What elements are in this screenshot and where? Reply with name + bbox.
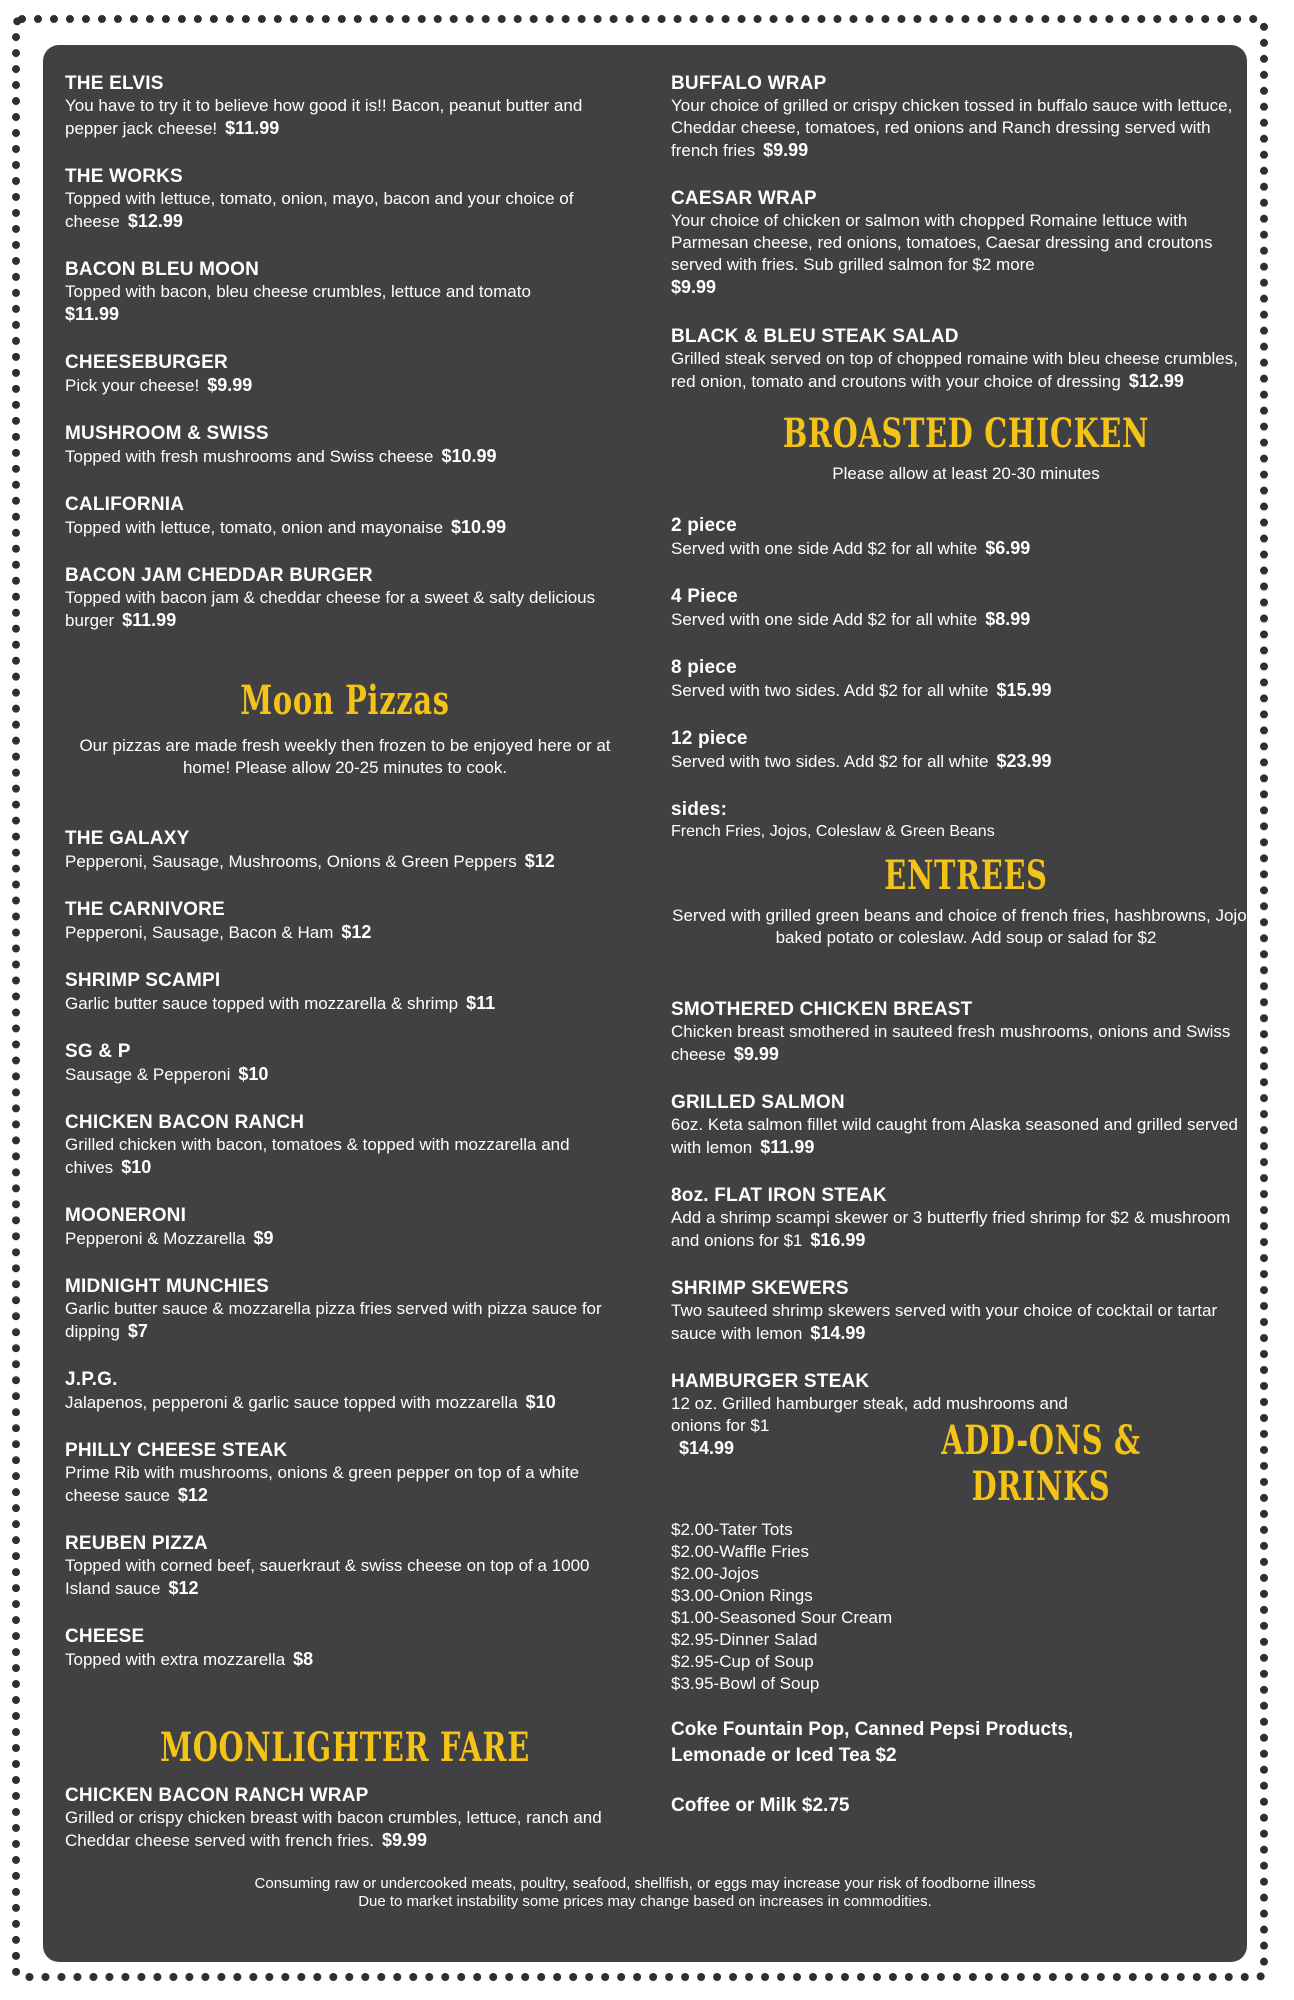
addon-item: $1.00-Seasoned Sour Cream	[671, 1608, 893, 1627]
footer-notice: Due to market instability some prices may change based on increases in commodities.	[358, 1893, 932, 1910]
menu-item-bacon-jam-cheddar-burger: BACON JAM CHEDDAR BURGER Topped with bacon jam & cheddar cheese for a sweet & salty delicious burger $11.99	[65, 565, 596, 630]
addon-item: $2.00-Tater Tots	[671, 1520, 793, 1539]
menu-item-sg-p: SG & P Sausage & Pepperoni $10	[65, 1041, 269, 1084]
menu-item-the-galaxy: THE GALAXY Pepperoni, Sausage, Mushrooms, Onions & Green Peppers $12	[65, 828, 555, 871]
menu-item-flat-iron-steak: 8oz. FLAT IRON STEAK Add a shrimp scampi skewer or 3 butterfly fried shrimp for $2 & mushroom and onions for $1 $16.99	[671, 1185, 1231, 1250]
menu-item-12-piece: 12 piece Served with two sides. Add $2 for all white $23.99	[671, 728, 1052, 771]
section-title-entrees: ENTREES	[884, 852, 1048, 899]
menu-item-cheeseburger: CHEESEBURGER Pick your cheese! $9.99	[65, 352, 253, 395]
menu-item-shrimp-scampi: SHRIMP SCAMPI Garlic butter sauce topped with mozzarella & shrimp $11	[65, 970, 496, 1013]
entrees-note: Served with grilled green beans and choice of french fries, hashbrowns, Jojos, baked potato or coleslaw. Add soup or salad for $2	[672, 906, 1260, 947]
menu-item-2-piece: 2 piece Served with one side Add $2 for all white $6.99	[671, 515, 1031, 558]
menu-item-chicken-bacon-ranch: CHICKEN BACON RANCH Grilled chicken with bacon, tomatoes & topped with mozzarella and chives $10	[65, 1112, 570, 1177]
menu-item-midnight-munchies: MIDNIGHT MUNCHIES Garlic butter sauce & mozzarella pizza fries served with pizza sauce for dipping $7	[65, 1276, 602, 1341]
menu-item-the-carnivore: THE CARNIVORE Pepperoni, Sausage, Bacon & Ham $12	[65, 899, 372, 942]
menu-item-smothered-chicken-breast: SMOTHERED CHICKEN BREAST Chicken breast smothered in sauteed fresh mushrooms, onions and Swiss cheese $9.99	[671, 999, 1231, 1064]
section-title-add-ons-drinks: ADD-ONS & DRINKS	[941, 1417, 1141, 1510]
menu-panel	[43, 45, 1260, 1962]
menu-item-4-piece: 4 Piece Served with one side Add $2 for all white $8.99	[671, 586, 1031, 629]
menu-item-mushroom-swiss: MUSHROOM & SWISS Topped with fresh mushrooms and Swiss cheese $10.99	[65, 423, 497, 466]
menu-item-grilled-salmon: GRILLED SALMON 6oz. Keta salmon fillet wild caught from Alaska seasoned and grilled served with lemon $11.99	[671, 1092, 1238, 1157]
menu-item-the-works: THE WORKS Topped with lettuce, tomato, onion, mayo, bacon and your choice of cheese $12.99	[65, 166, 574, 231]
menu-item-chicken-bacon-ranch-wrap: CHICKEN BACON RANCH WRAP Grilled or crispy chicken breast with bacon crumbles, lettuce, ranch and Cheddar cheese served with french fries. $9.99	[65, 1785, 602, 1850]
menu-item-california: CALIFORNIA Topped with lettuce, tomato, onion and mayonaise $10.99	[65, 494, 507, 537]
menu-item-shrimp-skewers: SHRIMP SKEWERS Two sauteed shrimp skewers served with your choice of cocktail or tartar sauce with lemon $14.99	[671, 1278, 1218, 1343]
menu-item-philly-cheese-steak: PHILLY CHEESE STEAK Prime Rib with mushrooms, onions & green pepper on top of a white cheese sauce $12	[65, 1440, 580, 1505]
section-title-broasted-chicken: BROASTED CHICKEN	[782, 410, 1150, 457]
menu-item-cheese: CHEESE Topped with extra mozzarella $8	[65, 1626, 314, 1669]
section-title-moon-pizzas: Moon Pizzas	[240, 677, 450, 724]
menu-item-buffalo-wrap: BUFFALO WRAP Your choice of grilled or crispy chicken tossed in buffalo sauce with lettuce, Cheddar cheese, tomatoes, red onions and Ranch dressing served with french fries $9.99	[671, 73, 1233, 160]
drinks-line-coffee: Coffee or Milk $2.75	[671, 1795, 850, 1816]
footer-warning: Consuming raw or undercooked meats, poultry, seafood, shellfish, or eggs may increase your risk of foodborne illness	[254, 1875, 1036, 1892]
chicken-note: Please allow at least 20-30 minutes	[832, 464, 1100, 483]
chicken-sides: sides: French Fries, Jojos, Coleslaw & Green Beans	[671, 799, 995, 840]
pizzas-note: Our pizzas are made fresh weekly then frozen to be enjoyed here or at home! Please allow 20-25 minutes to cook.	[79, 736, 611, 777]
addon-item: $2.00-Waffle Fries	[671, 1542, 809, 1561]
menu-item-mooneroni: MOONERONI Pepperoni & Mozzarella $9	[65, 1205, 274, 1248]
menu-item-bacon-bleu-moon: BACON BLEU MOON Topped with bacon, bleu cheese crumbles, lettuce and tomato $11.99	[65, 259, 531, 324]
section-title-moonlighter-fare: MOONLIGHTER FARE	[160, 1724, 530, 1771]
menu-item-reuben-pizza: REUBEN PIZZA Topped with corned beef, sauerkraut & swiss cheese on top of a 1000 Island sauce $12	[65, 1533, 590, 1598]
addon-item: $2.95-Dinner Salad	[671, 1630, 818, 1649]
drinks-line: Coke Fountain Pop, Canned Pepsi Products, Lemonade or Iced Tea $2	[671, 1719, 1074, 1766]
addon-item: $3.00-Onion Rings	[671, 1586, 813, 1605]
menu-item-jpg: J.P.G. Jalapenos, pepperoni & garlic sauce topped with mozzarella $10	[65, 1369, 556, 1412]
menu-item-caesar-wrap: CAESAR WRAP Your choice of chicken or salmon with chopped Romaine lettuce with Parmesan cheese, red onions, tomatoes, Caesar dressing and croutons served with fries. Sub grilled salmon for $2 more $9.99	[671, 188, 1213, 297]
menu-item-hamburger-steak: HAMBURGER STEAK 12 oz. Grilled hamburger steak, add mushrooms and onions for $1 $14.99	[671, 1371, 1068, 1458]
menu-item-black-bleu-steak-salad: BLACK & BLEU STEAK SALAD Grilled steak served on top of chopped romaine with bleu cheese crumbles, red onion, tomato and croutons with your choice of dressing $12.99	[671, 326, 1238, 391]
menu-item-8-piece: 8 piece Served with two sides. Add $2 for all white $15.99	[671, 657, 1052, 700]
addon-item: $2.00-Jojos	[671, 1564, 759, 1583]
addon-item: $2.95-Cup of Soup	[671, 1652, 814, 1671]
menu-item-the-elvis: THE ELVIS You have to try it to believe how good it is!! Bacon, peanut butter and pepper jack cheese! $11.99	[65, 73, 583, 138]
addon-item: $3.95-Bowl of Soup	[671, 1674, 820, 1693]
